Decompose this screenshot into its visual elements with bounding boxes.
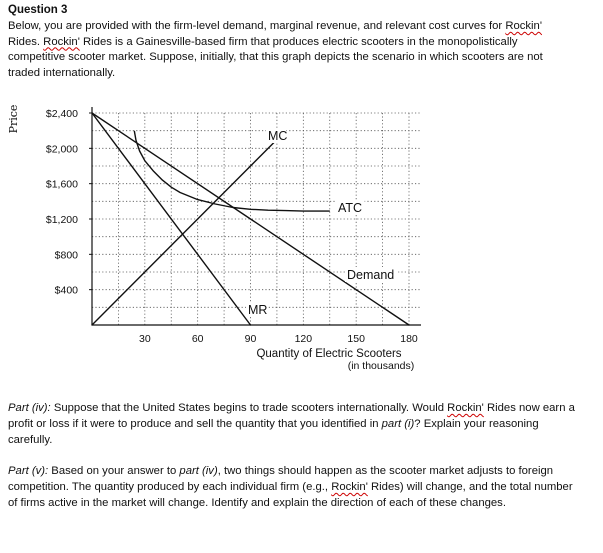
intro-firm-name-2: Rockin' <box>43 35 80 48</box>
x-axis-sublabel: (in thousands) <box>347 360 415 372</box>
atc-label: ATC <box>338 201 363 215</box>
y-tick-label: $2,400 <box>45 108 78 120</box>
x-tick-label: 60 <box>191 333 204 345</box>
part-v-text-2: , two things should happen as the scooter market adjusts to foreign competition. The quantity produced by each individual firm (e.g., <box>8 465 554 493</box>
part-iv-reference: part (i) <box>381 417 415 430</box>
x-tick-label: 30 <box>138 333 151 345</box>
x-tick-label: 120 <box>294 333 313 345</box>
marginal-cost-curve <box>92 131 286 325</box>
x-axis-label: Quantity of Electric Scooters <box>256 348 402 360</box>
y-tick-label: $2,000 <box>45 143 78 156</box>
part-iv-text-3: ? Explain your reasoning carefully. <box>8 417 539 446</box>
mc-label: MC <box>268 129 288 143</box>
part-v-label: Part (v): <box>8 465 49 477</box>
part-iv-question <box>8 401 583 448</box>
y-axis-label: Price <box>7 104 20 134</box>
part-v-text-3: Rides) will change, and the total number of firms active in the market will change. Identify and explain the direction of each of these changes. <box>8 480 573 509</box>
part-v-reference: part (iv) <box>179 465 218 477</box>
intro-firm-name-1: Rockin' <box>505 20 542 32</box>
demand-label: Demand <box>347 268 395 282</box>
part-v-question <box>8 464 583 511</box>
intro-text-2: Rides. <box>8 35 44 48</box>
part-iv-text-2: Rides now earn a profit or loss if it were to produce and sell the quantity that you identified in <box>8 402 575 430</box>
y-tick-label: $1,600 <box>45 178 78 191</box>
y-tick-label: $400 <box>54 284 78 297</box>
average-total-cost-curve <box>134 131 329 211</box>
part-iv-label: Part (iv): <box>8 402 51 414</box>
mr-label: MR <box>248 303 268 317</box>
part-iv-text-1: Suppose that the United States begins to trade scooters internationally. Would <box>50 402 448 414</box>
part-iv-firm-name: Rockin' <box>447 402 484 414</box>
y-tick-label: $1,200 <box>45 214 78 226</box>
part-v-firm-name: Rockin' <box>331 480 368 493</box>
intro-text-1: Below, you are provided with the firm-level demand, marginal revenue, and relevant cost curves for <box>8 20 506 32</box>
part-v-text-1: Based on your answer to <box>48 465 180 477</box>
y-tick-label: $800 <box>54 249 78 262</box>
x-tick-label: 180 <box>400 333 418 345</box>
question-title: Question 3 <box>8 4 68 16</box>
x-tick-label: 150 <box>347 333 365 345</box>
intro-text-3: Rides is a Gainesville-based firm that produces electric scooters in the monopolistically competitive scooter market. Suppose, initially, that this graph depicts the scenario in which scooters are not traded internationally. <box>8 35 543 79</box>
x-tick-label: 90 <box>244 333 257 345</box>
